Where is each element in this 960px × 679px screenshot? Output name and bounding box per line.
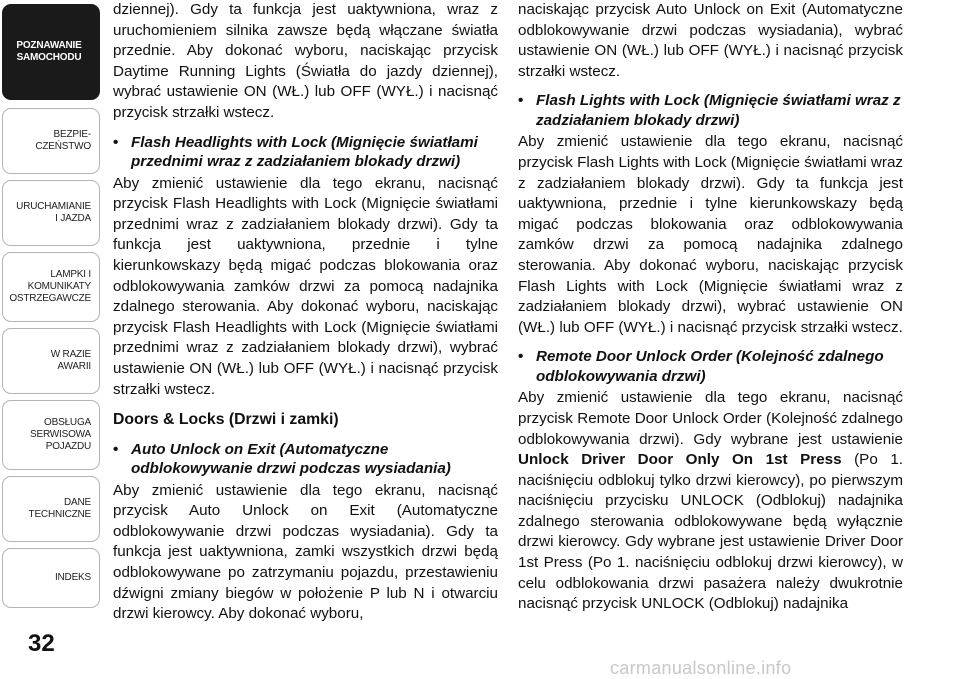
bullet-item — [113, 440, 498, 479]
bullet-text: Remote Door Unlock Order (Kolejność zdalnego odblokowywania drzwi) — [536, 348, 884, 385]
paragraph: naciskając przycisk Auto Unlock on Exit (Automatyczne odblokowywanie drzwi podczas wysiadania), wybrać ustawienie ON (WŁ.) lub OFF (WYŁ.) i nacisnąć przycisk strzałki wstecz. — [518, 1, 903, 80]
left-text-column — [113, 0, 498, 625]
bold-setting-name: Unlock Driver Door Only On 1st Press — [518, 451, 842, 469]
bullet-item — [518, 347, 903, 386]
tab-w-razie-awarii[interactable] — [2, 328, 100, 394]
tab-label-line: DANE — [64, 497, 91, 508]
paragraph — [518, 388, 903, 615]
section-heading: Doors & Locks (Drzwi i zamki) — [113, 411, 339, 429]
tab-label-line: URUCHAMIANIE — [16, 201, 91, 212]
right-text-column — [518, 0, 903, 615]
paragraph: Aby zmienić ustawienie dla tego ekranu, nacisnąć przycisk Flash Headlights with Lock (Mignięcie światłami przednimi wraz z zadziałaniem blokady drzwi). Gdy ta funkcja jest uaktywniona, przednie i tylne kierunkowskazy będą migać podczas blokowania oraz odblokowywania zamków drzwi za pomocą nadajnika zdalnego sterowania. Aby dokonać wyboru, naciskając przycisk Flash Headlights with Lock (Mignięcie światłami przednimi wraz z zadziałaniem blokady drzwi), wybrać ustawienie ON (WŁ.) lub OFF (WYŁ.) i nacisnąć przycisk strzałki wstecz. — [113, 174, 498, 398]
tab-label-line: OBSŁUGA — [44, 417, 91, 428]
tab-label-line: CZEŃSTWO — [35, 141, 91, 152]
tab-label-line: SERWISOWA — [30, 429, 91, 440]
tab-indeks[interactable] — [2, 548, 100, 608]
bullet-icon: • — [518, 92, 524, 110]
tab-label-line: BEZPIE- — [53, 129, 91, 140]
bullet-text: Flash Lights with Lock (Mignięcie światłami wraz z zadziałaniem blokady drzwi) — [536, 92, 901, 129]
watermark: carmanualsonline.info — [610, 658, 792, 678]
tab-label-line: KOMUNIKATY — [27, 281, 91, 292]
tab-label-line: OSTRZEGAWCZE — [9, 293, 91, 304]
tab-label-line: AWARII — [57, 361, 91, 372]
bullet-text: Auto Unlock on Exit (Automatyczne odblokowywanie drzwi podczas wysiadania) — [131, 440, 451, 478]
tab-label-line: SAMOCHODU — [16, 52, 82, 63]
tab-label-line: W RAZIE — [50, 349, 91, 360]
paragraph-text: (Po 1. naciśnięciu odblokuj tylko drzwi kierowcy), po pierwszym naciśnięciu przycisku UNLOCK (Odblokuj) nadajnika zdalnego sterowania odblokowywane będą wyłącznie drzwi kierowcy. Gdy wybrane jest ustawienie Driver Door 1st Press (Po 1. naciśnięciu odblokuj drzwi kierowcy), w celu odblokowania drzwi pasażera należy dwukrotnie nacisnąć przycisk UNLOCK (Odblokuj) nadajnika — [518, 451, 903, 613]
chapter-sidebar — [0, 0, 103, 600]
tab-label-line: POJAZDU — [45, 441, 91, 452]
paragraph: Aby zmienić ustawienie dla tego ekranu, nacisnąć przycisk Flash Lights with Lock (Mignięcie światłami wraz z zadziałaniem blokady drzwi). Gdy ta funkcja jest uaktywniona, przednie i tylne kierunkowskazy będą migać podczas blokowania oraz odblokowywania zamków drzwi za pomocą nadajnika zdalnego sterowania. Aby dokonać wyboru, naciskając przycisk Flash Lights with Lock (Mignięcie światłami wraz z zadziałaniem blokady drzwi), wybrać ustawienie ON (WŁ.) lub OFF (WYŁ.) i nacisnąć przycisk strzałki wstecz. — [518, 133, 903, 336]
tab-label-line: LAMPKI I — [50, 269, 91, 280]
bullet-icon: • — [518, 348, 524, 366]
bullet-item — [518, 91, 903, 130]
tab-poznawanie-samochodu[interactable] — [2, 4, 100, 100]
bullet-icon: • — [113, 133, 119, 151]
bullet-icon: • — [113, 440, 119, 458]
tab-label-line: I JAZDA — [55, 213, 91, 224]
page-number: 32 — [28, 630, 55, 657]
tab-label-line: TECHNICZNE — [28, 509, 91, 520]
tab-dane-techniczne[interactable] — [2, 476, 100, 542]
tab-label-line: POZNAWANIE — [16, 40, 82, 51]
paragraph-text: Aby zmienić ustawienie dla tego ekranu, nacisnąć przycisk Remote Door Unlock Order (Kolejność zdalnego odblokowywania drzwi). Gdy wybrane jest ustawienie — [518, 389, 903, 448]
tab-bezpieczenstwo[interactable] — [2, 108, 100, 174]
paragraph: dziennej). Gdy ta funkcja jest uaktywniona, wraz z uruchomieniem silnika zawsze będą włączane światła przednie. Aby dokonać wyboru, naciskając przycisk Daytime Running Lights (Światła do jazdy dziennej), wybrać ustawienie ON (WŁ.) lub OFF (WYŁ.) i nacisnąć przycisk strzałki wstecz. — [113, 1, 498, 121]
bullet-item — [113, 133, 498, 172]
bullet-text: Flash Headlights with Lock (Mignięcie światłami przednimi wraz z zadziałaniem blokady drzwi) — [131, 133, 478, 171]
tab-lampki-i-komunikaty[interactable] — [2, 252, 100, 322]
tab-obsluga-serwisowa[interactable] — [2, 400, 100, 470]
tab-uruchamianie-i-jazda[interactable] — [2, 180, 100, 246]
paragraph: Aby zmienić ustawienie dla tego ekranu, nacisnąć przycisk Auto Unlock on Exit (Automatyczne odblokowywanie drzwi podczas wysiadania). Gdy ta funkcja jest uaktywniona, zamki wszystkich drzwi będą odblokowywane po zatrzymaniu pojazdu, przestawieniu dźwigni zmiany biegów w położenie P lub N i otwarciu drzwi kierowcy. Aby dokonać wyboru, — [113, 481, 498, 623]
tab-label-line: INDEKS — [54, 572, 91, 583]
